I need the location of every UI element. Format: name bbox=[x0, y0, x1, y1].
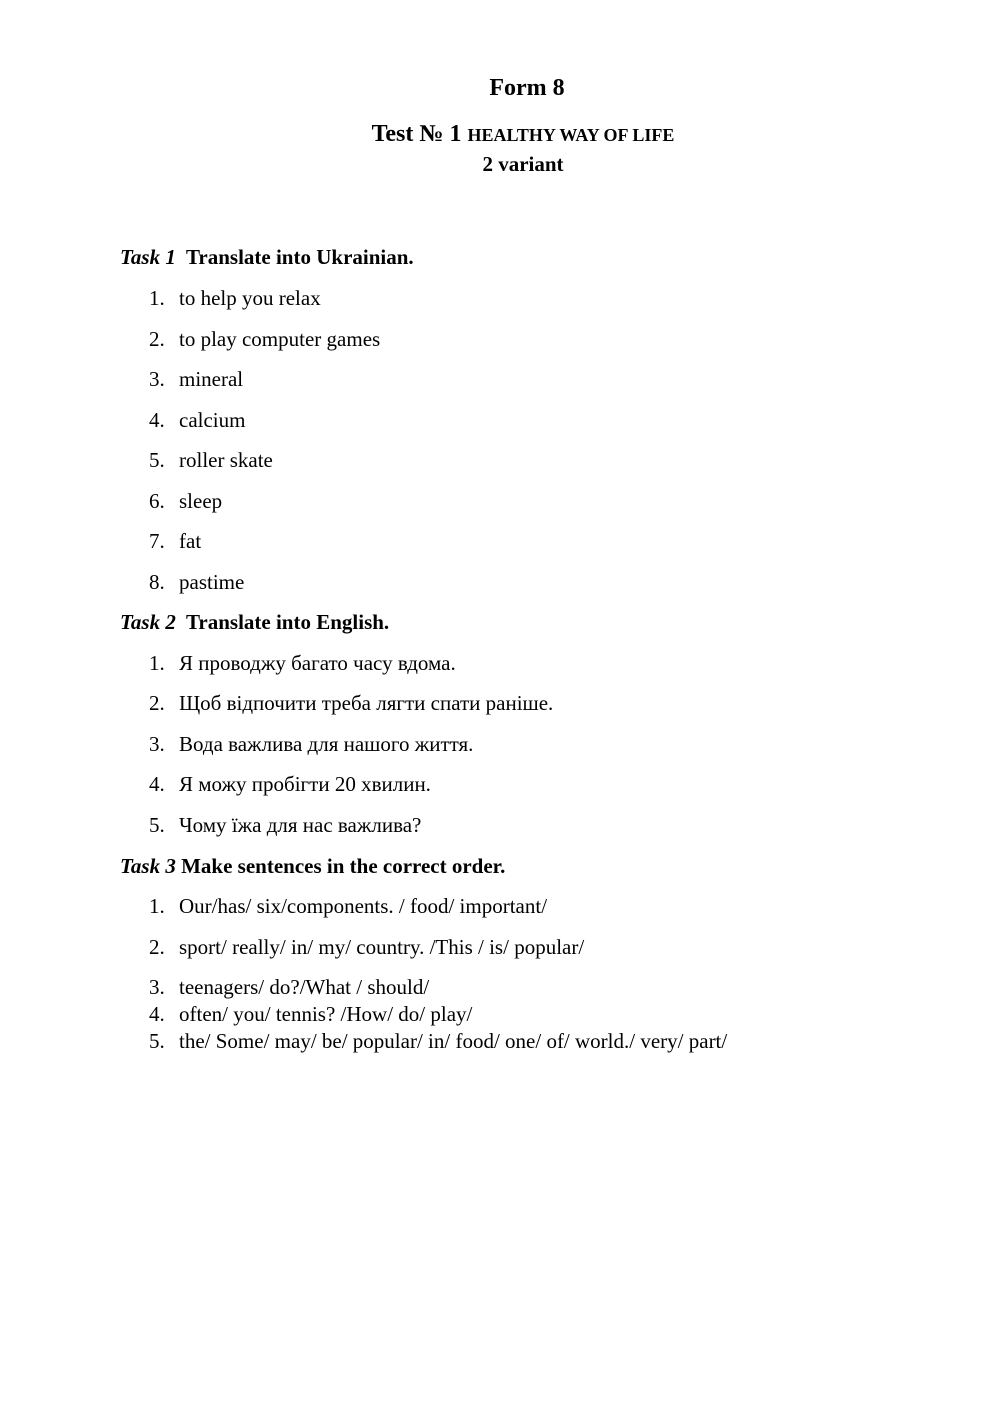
task1-item-5 bbox=[149, 447, 273, 473]
item-text: mineral bbox=[179, 367, 244, 391]
item-number: 2. bbox=[149, 691, 165, 715]
item-text: calcium bbox=[179, 408, 246, 432]
test-topic: HEALTHY WAY OF LIFE bbox=[467, 125, 675, 145]
item-number: 6. bbox=[149, 489, 165, 513]
task3-item-1 bbox=[149, 893, 547, 919]
variant-title: 2 variant bbox=[482, 152, 564, 176]
item-number: 8. bbox=[149, 570, 165, 594]
item-text: Я проводжу багато часу вдома. bbox=[179, 651, 456, 675]
test-number: Test № 1 bbox=[371, 121, 462, 147]
item-number: 3. bbox=[149, 367, 165, 391]
task3-instruction: Make sentences in the correct order. bbox=[181, 854, 506, 878]
task1-instruction: Translate into Ukrainian. bbox=[185, 245, 414, 269]
item-number: 4. bbox=[149, 772, 165, 796]
item-text: Щоб відпочити треба лягти спати раніше. bbox=[179, 691, 554, 715]
task1-label: Task 1 bbox=[120, 245, 176, 269]
task1-item-6 bbox=[149, 488, 222, 514]
item-number: 1. bbox=[149, 894, 165, 918]
item-number: 2. bbox=[149, 327, 165, 351]
task2-instruction: Translate into English. bbox=[185, 610, 390, 634]
test-title bbox=[23, 120, 1000, 149]
item-text: fat bbox=[179, 529, 202, 553]
item-number: 4. bbox=[149, 408, 165, 432]
task1-heading bbox=[120, 244, 414, 270]
item-text: Я можу пробігти 20 хвилин. bbox=[179, 772, 431, 796]
item-number: 2. bbox=[149, 935, 165, 959]
task2-item-4 bbox=[149, 771, 431, 797]
task2-item-3 bbox=[149, 731, 473, 757]
task2-heading bbox=[120, 609, 389, 635]
task2-item-1 bbox=[149, 650, 456, 676]
item-text: the/ Some/ may/ be/ popular/ in/ food/ one/ of/ world./ very/ part/ bbox=[179, 1029, 728, 1053]
task2-item-2 bbox=[149, 690, 553, 716]
task2-label: Task 2 bbox=[120, 610, 176, 634]
item-text: roller skate bbox=[179, 448, 273, 472]
item-text: to help you relax bbox=[179, 286, 321, 310]
item-text: sleep bbox=[179, 489, 223, 513]
task3-heading bbox=[120, 853, 505, 879]
task3-item-5 bbox=[149, 1028, 727, 1054]
item-number: 5. bbox=[149, 813, 165, 837]
item-number: 3. bbox=[149, 732, 165, 756]
item-number: 7. bbox=[149, 529, 165, 553]
task3-item-3 bbox=[149, 974, 429, 1000]
item-number: 4. bbox=[149, 1002, 165, 1026]
item-text: to play computer games bbox=[179, 327, 381, 351]
item-text: teenagers/ do?/What / should/ bbox=[179, 975, 430, 999]
item-text: Вода важлива для нашого життя. bbox=[179, 732, 474, 756]
item-text: sport/ really/ in/ my/ country. /This / is/ popular/ bbox=[179, 935, 585, 959]
item-text: Чому їжа для нас важлива? bbox=[179, 813, 422, 837]
item-number: 1. bbox=[149, 286, 165, 310]
task1-item-7 bbox=[149, 528, 201, 554]
task1-item-4 bbox=[149, 407, 245, 433]
task1-item-8 bbox=[149, 569, 244, 595]
task3-item-2 bbox=[149, 934, 584, 960]
task1-item-1 bbox=[149, 285, 321, 311]
task2-item-5 bbox=[149, 812, 421, 838]
form-title: Form 8 bbox=[489, 75, 565, 101]
item-number: 5. bbox=[149, 448, 165, 472]
item-number: 3. bbox=[149, 975, 165, 999]
item-text: Our/has/ six/components. / food/ important/ bbox=[179, 894, 548, 918]
item-text: pastime bbox=[179, 570, 245, 594]
task3-item-4 bbox=[149, 1001, 472, 1027]
task1-item-3 bbox=[149, 366, 243, 392]
task3-label: Task 3 bbox=[120, 854, 176, 878]
task1-item-2 bbox=[149, 326, 380, 352]
item-text: often/ you/ tennis? /How/ do/ play/ bbox=[179, 1002, 473, 1026]
item-number: 1. bbox=[149, 651, 165, 675]
item-number: 5. bbox=[149, 1029, 165, 1053]
